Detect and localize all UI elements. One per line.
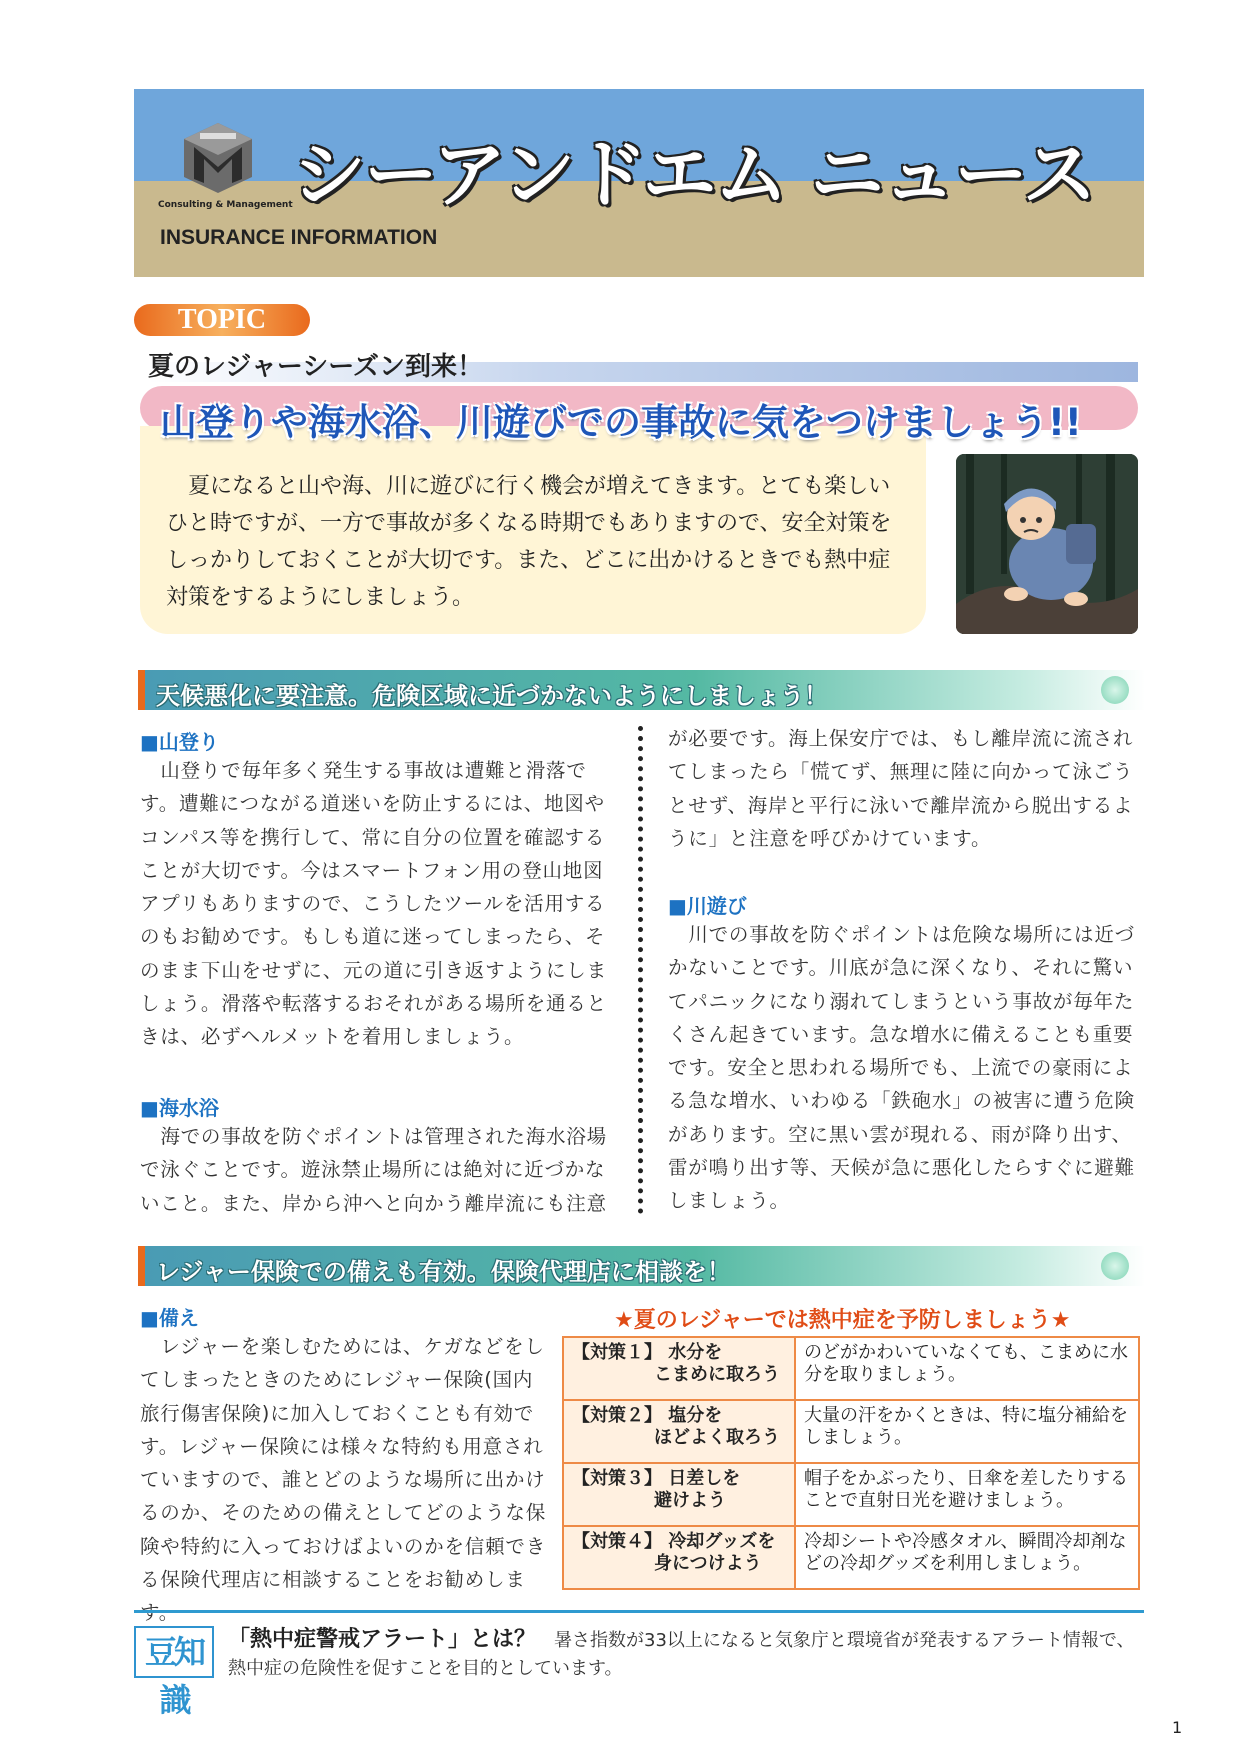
mountain-heading: ■山登り xyxy=(140,730,219,754)
page-number: 1 xyxy=(1172,1718,1183,1737)
footer-divider xyxy=(134,1610,1144,1613)
measure-key: 【対策４】 冷却グッズを 身につけよう xyxy=(563,1526,795,1589)
topic-badge: TOPIC xyxy=(134,304,310,336)
section-title-weather: 天候悪化に要注意。危険区域に近づかないようにしましょう！ xyxy=(156,682,828,710)
newsletter-subtitle: INSURANCE INFORMATION xyxy=(160,226,438,249)
river-heading: ■川遊び xyxy=(668,894,747,918)
prep-text: レジャーを楽しむためには、ケガなどをしてしまったときのためにレジャー保険(国内旅行傷害保険)に加入しておくことも有効です。レジャー保険には様々な特約も用意されていますので、誰とどのような場所に出かけるのか、そのための備えとしてどのような保険や特約に入っておけばよいのかを信頼できる保険代理店に相談することをお勧めしま xyxy=(140,1335,547,1592)
trivia-text: 「熱中症警戒アラート」とは？ 暑さ指数が33以上になると気象庁と環境省が発表するアラート情報で、熱中症の危険性を促すことを目的としています。 xyxy=(228,1627,1135,1679)
sea-text: 海での事故を防ぐポイントは管理された海水浴場で泳ぐことです。遊泳禁止場所には絶対に近づかないこと。また、岸から沖へと向かう離岸流にも注意 xyxy=(140,1125,607,1215)
company-logo xyxy=(178,117,258,197)
measure-key: 【対策１】 水分を こまめに取ろう xyxy=(563,1337,795,1400)
heatstroke-row xyxy=(563,1337,1139,1400)
section-title-insurance: レジャー保険での備えも有効。保険代理店に相談を！ xyxy=(156,1258,731,1286)
heatstroke-row xyxy=(563,1400,1139,1463)
sea-heading: ■海水浴 xyxy=(140,1096,219,1120)
newsletter-title: シーアンドエム ニュース xyxy=(292,132,1095,218)
river-text: 川での事故を防ぐポイントは危険な場所には近づかないことです。川底が急に深くなり、それに驚いてパニックになり溺れてしまうという事故が毎年たくさん起きています。急な増水に備えることも重要です。安全と思われる場所でも、上流での豪雨による急な増水、いわゆる「鉄砲水」の被害に遭う危険があります。空に黒い雲が現れる、雨が降り出す、雷が鳴り出す等、天候が急に悪化したらすぐに避難しましょう。 xyxy=(668,923,1135,1213)
logo-caption: Consulting & Management xyxy=(158,200,293,210)
measure-description: 大量の汗をかくときは、特に塩分補給をしましょう。 xyxy=(795,1400,1139,1463)
trivia-badge: 豆知識 xyxy=(134,1626,214,1678)
section-bullet-icon xyxy=(1101,1252,1129,1280)
mountain-text: 山登りで毎年多く発生する事故は遭難と滑落です。遭難につながる道迷いを防止するには、地図やコンパス等を携行して、常に自分の位置を確認することが大切です。今はスマートフォン用の登山地図アプリもありますので、こうしたツールを活用するのもお勧めです。もしも道に迷ってしまったら、そのまま下山をせずに、元の道に引き返すようにしましょう。滑落や転落するおそれがある場所を通るときは、必ずヘルメットを着用しましょう。 xyxy=(140,759,607,1049)
prep-heading: ■備え xyxy=(140,1306,199,1330)
section-bullet-icon xyxy=(1101,676,1129,704)
trivia-heading: 「熱中症警戒アラート」とは？ xyxy=(228,1627,537,1652)
measure-key: 【対策２】 塩分を ほどよく取ろう xyxy=(563,1400,795,1463)
lost-hiker-illustration xyxy=(956,454,1138,634)
topic-headline: 山登りや海水浴、川遊びでの事故に気をつけましょう!! xyxy=(160,401,1082,444)
measure-description: のどがかわいていなくても、こまめに水分を取りましょう。 xyxy=(795,1337,1139,1400)
column-divider xyxy=(638,726,643,1214)
heatstroke-table-title: ★夏のレジャーでは熱中症を予防しましょう★ xyxy=(614,1308,1071,1333)
measure-description: 冷却シートや冷感タオル、瞬間冷却剤などの冷却グッズを利用しましょう。 xyxy=(795,1526,1139,1589)
sea-text-continued: が必要です。海上保安庁では、もし離岸流に流されてしまったら「慌てず、無理に陸に向かって泳ごうとせず、海岸と平行に泳いで離岸流から脱出するように」と注意を呼びかけています。 xyxy=(668,727,1134,850)
measure-description: 帽子をかぶったり、日傘を差したりすることで直射日光を避けましょう。 xyxy=(795,1463,1139,1526)
intro-text: 夏になると山や海、川に遊びに行く機会が増えてきます。とても楽しいひと時ですが、一方で事故が多くなる時期でもありますので、安全対策をしっかりしておくことが大切です。また、どこに出かけるときでも熱中症対策をするようにしましょう。 xyxy=(166,474,892,610)
heatstroke-row xyxy=(563,1463,1139,1526)
heatstroke-table xyxy=(562,1336,1140,1590)
heatstroke-row xyxy=(563,1526,1139,1589)
topic-subheading: 夏のレジャーシーズン到来！ xyxy=(148,352,484,382)
measure-key: 【対策３】 日差しを 避けよう xyxy=(563,1463,795,1526)
